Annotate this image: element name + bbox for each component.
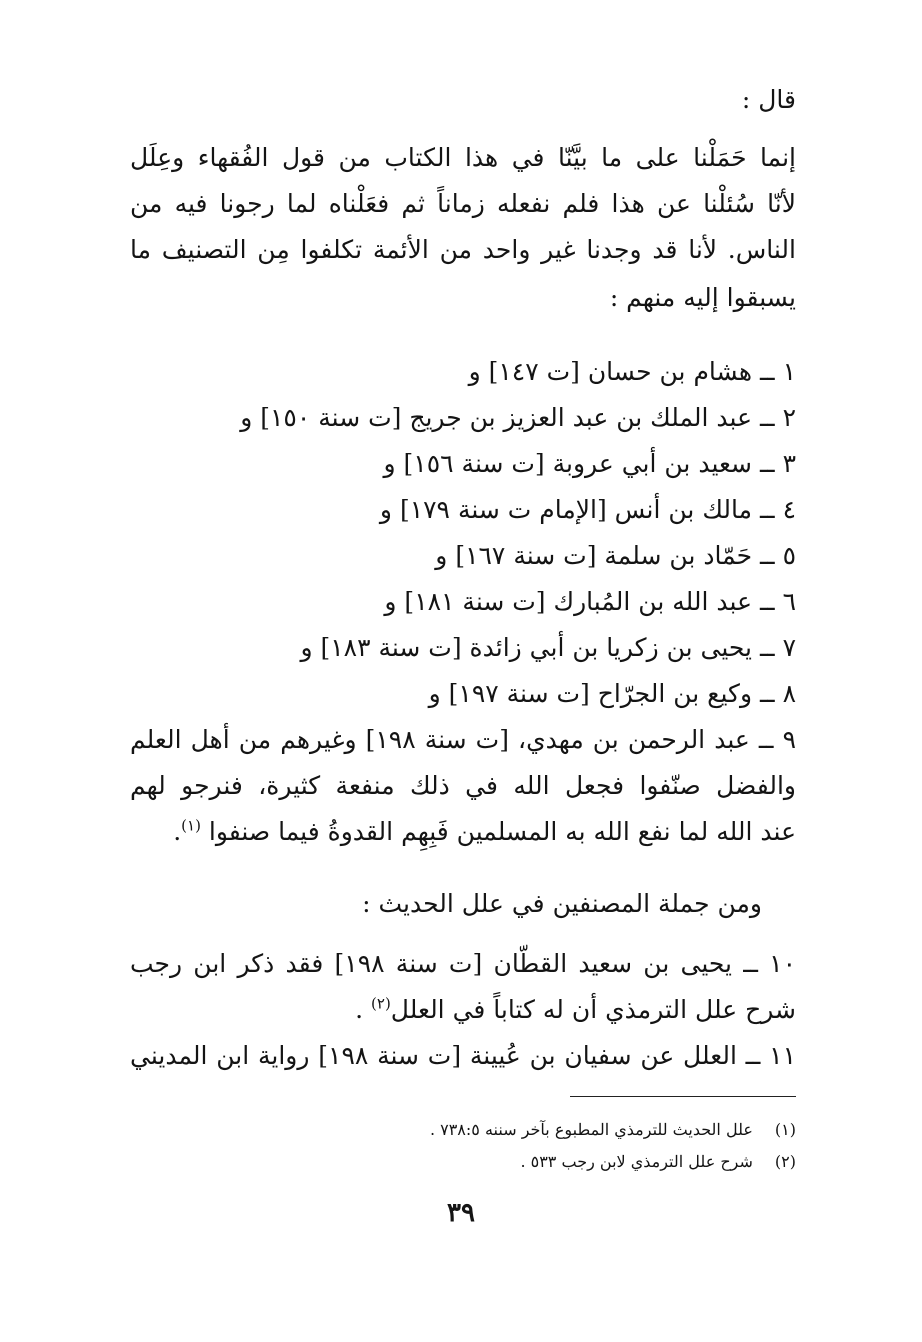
intro-line: إنما حَمَلْنا على ما بيَّنّا في هذا الكتاب من قول الفُقهاء وعِلَل xyxy=(130,143,796,172)
list-item: ٦ ــ عبد الله بن المُبارك [ت سنة ١٨١] و xyxy=(384,587,796,616)
item9-text: عند الله لما نفع الله به المسلمين فَبِهِم القدوةُ فيما صنفوا xyxy=(208,817,796,846)
footnote-number: (١) xyxy=(774,1120,796,1139)
item11-line: ١١ ــ العلل عن سفيان بن عُيينة [ت سنة ١٩٨] رواية ابن المديني xyxy=(130,1041,796,1070)
footnote-number: (٢) xyxy=(774,1152,796,1171)
item9-line xyxy=(173,812,796,852)
list-item: ٨ ــ وكيع بن الجرّاح [ت سنة ١٩٧] و xyxy=(428,679,796,708)
item10-period: . xyxy=(355,995,364,1024)
list-item: ٤ ــ مالك بن أنس [الإمام ت سنة ١٧٩] و xyxy=(379,495,796,524)
footnote-ref-2: (٢) xyxy=(371,994,391,1013)
list-item: ٥ ــ حَمّاد بن سلمة [ت سنة ١٦٧] و xyxy=(435,541,796,570)
list-item: ٢ ــ عبد الملك بن عبد العزيز بن جريج [ت سنة ١٥٠] و xyxy=(240,403,796,432)
item10-line: ١٠ ــ يحيى بن سعيد القطّان [ت سنة ١٩٨] فقد ذكر ابن رجب xyxy=(130,949,796,978)
intro-line: يسبقوا إليه منهم : xyxy=(609,283,796,312)
list-item: ١ ــ هشام بن حسان [ت ١٤٧] و xyxy=(468,357,796,386)
item10-text: شرح علل الترمذي أن له كتاباً في العلل xyxy=(390,995,796,1024)
footnote-ref-1: (١) xyxy=(181,816,201,835)
page-number: ٣٩ xyxy=(447,1198,475,1228)
intro-line: الناس. لأنا قد وجدنا غير واحد من الأئمة تكلفوا مِن التصنيف ما xyxy=(130,235,796,264)
footnote-1 xyxy=(430,1118,796,1142)
footnote-text: شرح علل الترمذي لابن رجب ٥٣٣ . xyxy=(520,1152,753,1171)
heading-qala: قال : xyxy=(741,85,796,114)
intro-line: لأنّا سُئلْنا عن هذا فلم نفعله زماناً ثم فعَلْناه لما رجونا فيه من xyxy=(130,189,796,218)
footnote-divider xyxy=(570,1096,796,1097)
list-item: ٣ ــ سعيد بن أبي عروبة [ت سنة ١٥٦] و xyxy=(383,449,796,478)
section-heading: ومن جملة المصنفين في علل الحديث : xyxy=(362,889,762,918)
item10-line xyxy=(355,990,796,1030)
footnote-2 xyxy=(520,1150,796,1174)
footnote-text: علل الحديث للترمذي المطبوع بآخر سننه ٧٣٨:٥ . xyxy=(429,1120,753,1139)
item9-period: . xyxy=(173,817,182,846)
item9-line: والفضل صنّفوا فجعل الله في ذلك منفعة كثيرة، فنرجو لهم xyxy=(130,771,796,800)
item9-line: ٩ ــ عبد الرحمن بن مهدي، [ت سنة ١٩٨] وغيرهم من أهل العلم xyxy=(130,725,796,754)
list-item: ٧ ــ يحيى بن زكريا بن أبي زائدة [ت سنة ١٨٣] و xyxy=(300,633,796,662)
